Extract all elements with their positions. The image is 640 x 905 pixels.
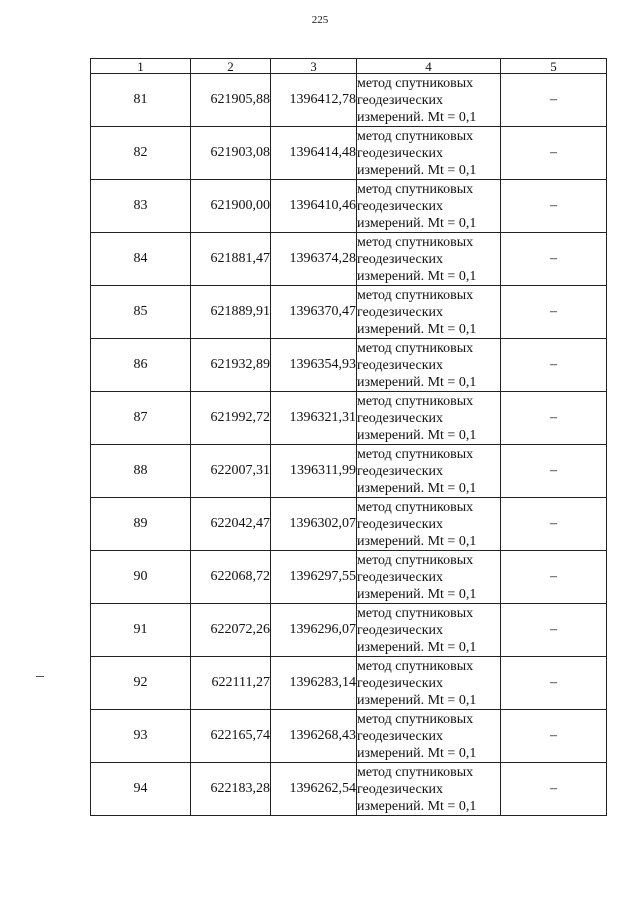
table-row	[91, 445, 607, 498]
x-coordinate-cell: 622042,47	[191, 498, 271, 551]
x-coordinate-cell: 621932,89	[191, 339, 271, 392]
method-line: измерений. Mt = 0,1	[357, 268, 477, 284]
x-coordinate-cell: 621992,72	[191, 392, 271, 445]
method-line: геодезических	[357, 304, 444, 320]
y-coordinate-cell: 1396370,47	[271, 286, 357, 339]
method-cell	[357, 551, 501, 604]
table-row	[91, 657, 607, 710]
y-coordinate-cell: 1396311,99	[271, 445, 357, 498]
point-number-cell: 81	[91, 74, 191, 127]
table-header-row	[91, 59, 607, 74]
method-line: измерений. Mt = 0,1	[357, 374, 477, 390]
x-coordinate-cell: 621889,91	[191, 286, 271, 339]
method-cell	[357, 233, 501, 286]
method-cell	[357, 286, 501, 339]
table-row	[91, 127, 607, 180]
table-row	[91, 286, 607, 339]
method-line: метод спутниковых	[357, 499, 474, 515]
page-number: 225	[311, 14, 329, 26]
method-line: измерений. Mt = 0,1	[357, 162, 477, 178]
method-cell	[357, 74, 501, 127]
y-coordinate-cell: 1396297,55	[271, 551, 357, 604]
note-cell: –	[501, 127, 607, 180]
method-line: геодезических	[357, 728, 444, 744]
point-number-cell: 94	[91, 763, 191, 816]
point-number-cell: 90	[91, 551, 191, 604]
method-line: геодезических	[357, 92, 444, 108]
method-line: метод спутниковых	[357, 340, 474, 356]
y-coordinate-cell: 1396262,54	[271, 763, 357, 816]
point-number-cell: 86	[91, 339, 191, 392]
method-line: геодезических	[357, 675, 444, 691]
point-number-cell: 89	[91, 498, 191, 551]
point-number-cell: 82	[91, 127, 191, 180]
header-col-2: 2	[191, 59, 271, 74]
x-coordinate-cell: 621881,47	[191, 233, 271, 286]
x-coordinate-cell: 622111,27	[191, 657, 271, 710]
method-line: измерений. Mt = 0,1	[357, 215, 477, 231]
method-line: метод спутниковых	[357, 764, 474, 780]
scan-mark	[36, 676, 44, 677]
method-line: геодезических	[357, 569, 444, 585]
method-cell	[357, 498, 501, 551]
point-number-cell: 93	[91, 710, 191, 763]
y-coordinate-cell: 1396374,28	[271, 233, 357, 286]
method-line: геодезических	[357, 781, 444, 797]
method-line: измерений. Mt = 0,1	[357, 321, 477, 337]
method-cell	[357, 445, 501, 498]
point-number-cell: 87	[91, 392, 191, 445]
method-line: геодезических	[357, 198, 444, 214]
y-coordinate-cell: 1396410,46	[271, 180, 357, 233]
point-number-cell: 83	[91, 180, 191, 233]
table-row	[91, 763, 607, 816]
method-line: метод спутниковых	[357, 75, 474, 91]
note-cell: –	[501, 551, 607, 604]
method-cell	[357, 710, 501, 763]
table-row	[91, 392, 607, 445]
method-line: метод спутниковых	[357, 393, 474, 409]
method-line: метод спутниковых	[357, 552, 474, 568]
y-coordinate-cell: 1396302,07	[271, 498, 357, 551]
header-col-1: 1	[91, 59, 191, 74]
method-cell	[357, 657, 501, 710]
table-row	[91, 233, 607, 286]
method-line: измерений. Mt = 0,1	[357, 798, 477, 814]
y-coordinate-cell: 1396268,43	[271, 710, 357, 763]
note-cell: –	[501, 392, 607, 445]
y-coordinate-cell: 1396414,48	[271, 127, 357, 180]
table-row	[91, 710, 607, 763]
note-cell: –	[501, 710, 607, 763]
y-coordinate-cell: 1396296,07	[271, 604, 357, 657]
x-coordinate-cell: 621905,88	[191, 74, 271, 127]
point-number-cell: 91	[91, 604, 191, 657]
point-number-cell: 88	[91, 445, 191, 498]
method-line: геодезических	[357, 463, 444, 479]
table-row	[91, 498, 607, 551]
method-cell	[357, 127, 501, 180]
x-coordinate-cell: 622068,72	[191, 551, 271, 604]
method-line: измерений. Mt = 0,1	[357, 692, 477, 708]
note-cell: –	[501, 233, 607, 286]
x-coordinate-cell: 622007,31	[191, 445, 271, 498]
method-line: метод спутниковых	[357, 605, 474, 621]
method-line: геодезических	[357, 357, 444, 373]
method-cell	[357, 339, 501, 392]
method-line: метод спутниковых	[357, 128, 474, 144]
note-cell: –	[501, 180, 607, 233]
method-cell	[357, 392, 501, 445]
table-row	[91, 604, 607, 657]
method-line: измерений. Mt = 0,1	[357, 586, 477, 602]
x-coordinate-cell: 622165,74	[191, 710, 271, 763]
method-line: метод спутниковых	[357, 711, 474, 727]
method-cell	[357, 180, 501, 233]
method-line: измерений. Mt = 0,1	[357, 639, 477, 655]
table-row	[91, 180, 607, 233]
x-coordinate-cell: 621903,08	[191, 127, 271, 180]
method-line: измерений. Mt = 0,1	[357, 533, 477, 549]
header-col-5: 5	[501, 59, 607, 74]
table-row	[91, 551, 607, 604]
coordinates-table	[90, 58, 607, 816]
method-line: геодезических	[357, 622, 444, 638]
x-coordinate-cell: 621900,00	[191, 180, 271, 233]
point-number-cell: 84	[91, 233, 191, 286]
method-line: геодезических	[357, 251, 444, 267]
method-line: измерений. Mt = 0,1	[357, 109, 477, 125]
table-body	[91, 74, 607, 816]
x-coordinate-cell: 622072,26	[191, 604, 271, 657]
method-line: геодезических	[357, 410, 444, 426]
note-cell: –	[501, 445, 607, 498]
y-coordinate-cell: 1396354,93	[271, 339, 357, 392]
note-cell: –	[501, 763, 607, 816]
table-row	[91, 339, 607, 392]
header-col-4: 4	[357, 59, 501, 74]
point-number-cell: 92	[91, 657, 191, 710]
method-line: измерений. Mt = 0,1	[357, 480, 477, 496]
x-coordinate-cell: 622183,28	[191, 763, 271, 816]
method-line: метод спутниковых	[357, 287, 474, 303]
method-cell	[357, 763, 501, 816]
method-line: метод спутниковых	[357, 658, 474, 674]
note-cell: –	[501, 604, 607, 657]
table-row	[91, 74, 607, 127]
method-line: геодезических	[357, 516, 444, 532]
note-cell: –	[501, 657, 607, 710]
note-cell: –	[501, 339, 607, 392]
method-line: измерений. Mt = 0,1	[357, 427, 477, 443]
header-col-3: 3	[271, 59, 357, 74]
method-line: метод спутниковых	[357, 181, 474, 197]
method-line: измерений. Mt = 0,1	[357, 745, 477, 761]
y-coordinate-cell: 1396321,31	[271, 392, 357, 445]
method-cell	[357, 604, 501, 657]
point-number-cell: 85	[91, 286, 191, 339]
note-cell: –	[501, 286, 607, 339]
y-coordinate-cell: 1396412,78	[271, 74, 357, 127]
method-line: метод спутниковых	[357, 446, 474, 462]
note-cell: –	[501, 74, 607, 127]
y-coordinate-cell: 1396283,14	[271, 657, 357, 710]
note-cell: –	[501, 498, 607, 551]
method-line: геодезических	[357, 145, 444, 161]
method-line: метод спутниковых	[357, 234, 474, 250]
